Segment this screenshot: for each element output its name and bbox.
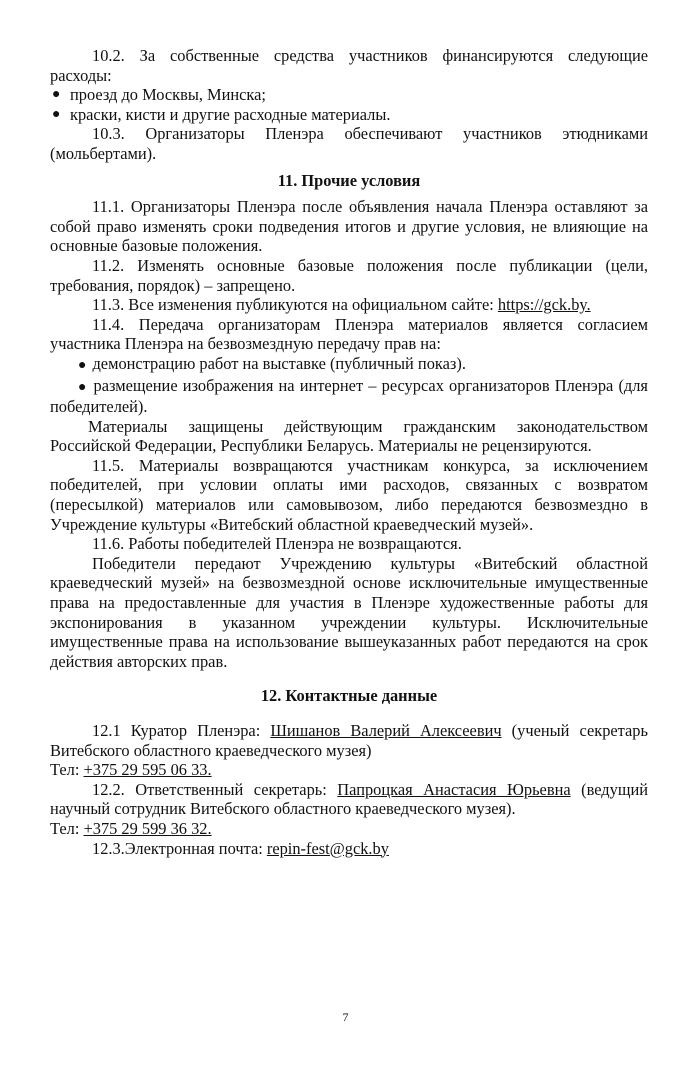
paragraph-winners: Победители передают Учреждению культуры «Витебский областной краеведческий музей» на безвозмездной основе исключительные имущественные права на предоставленные для участия в Пленэре художественные работы для экспонирования в указанном учреждении культуры. Исключительные имущественные права на использование вышеуказанных работ передаются на срок действия авторских прав.	[50, 553, 648, 671]
curator-name: Шишанов Валерий Алексеевич	[270, 721, 502, 740]
email-link[interactable]: repin-fest@gck.by	[266, 838, 389, 858]
secretary-name: Папроцкая Анастасия Юрьевна	[337, 779, 571, 799]
bullet-item: ● демонстрацию работ на выставке (публичный показ).	[78, 353, 466, 373]
bullet-item: ● размещение изображения на интернет – ресурсах организаторов Пленэра (для победителей).	[50, 375, 648, 417]
section-title-11: 11. Прочие условия	[277, 170, 421, 190]
contact-email: 12.3.Электронная почта: repin-fest@gck.by	[92, 838, 389, 858]
secretary-phone-link[interactable]: +375 29 599 36 32.	[83, 818, 212, 838]
paragraph-11-2: 11.2. Изменять основные базовые положения после публикации (цели, требования, порядок) – запрещено.	[50, 255, 648, 295]
secretary-phone-line: Тел: +375 29 599 36 32.	[50, 818, 212, 838]
page-number: 7	[342, 1010, 349, 1024]
paragraph-materials: Материалы защищены действующим гражданским законодательством Российской Федерации, Республики Беларусь. Материалы не рецензируются.	[50, 416, 648, 456]
paragraph-10-3: 10.3. Организаторы Пленэра обеспечивают участников этюдниками (мольбертами).	[50, 124, 648, 163]
contact-curator: 12.1 Куратор Пленэра: Шишанов Валерий Алексеевич (ученый секретарь Витебского областного краеведческого музея)	[50, 721, 648, 760]
paragraph-11-4: 11.4. Передача организаторам Пленэра материалов является согласием участника Пленэра на безвозмездную передачу прав на:	[50, 314, 648, 354]
curator-phone-link[interactable]: +375 29 595 06 33.	[83, 760, 212, 780]
bullet-item: ● краски, кисти и другие расходные материалы.	[52, 104, 391, 124]
document-body	[50, 46, 648, 858]
paragraph-11-3: 11.3. Все изменения публикуются на официальном сайте: https://gck.by.	[92, 295, 591, 315]
paragraph-11-1: 11.1. Организаторы Пленэра после объявления начала Пленэра оставляют за собой право изменять сроки подведения итогов и другие условия, не влияющие на основные базовые положения.	[50, 197, 648, 256]
bullet-icon: ●	[78, 357, 87, 373]
curator-phone-line: Тел: +375 29 595 06 33.	[50, 760, 212, 780]
paragraph-11-6: 11.6. Работы победителей Пленэра не возвращаются.	[92, 534, 462, 554]
bullet-item: ● проезд до Москвы, Минска;	[52, 85, 266, 105]
bullet-icon: ●	[78, 379, 88, 395]
contact-secretary: 12.2. Ответственный секретарь: Папроцкая Анастасия Юрьевна (ведущий научный сотрудник Витебского областного краеведческого музея).	[50, 779, 648, 819]
bullet-icon: ●	[52, 87, 61, 103]
website-link[interactable]: https://gck.by.	[497, 295, 591, 315]
paragraph-10-2: 10.2. За собственные средства участников финансируются следующие расходы:	[50, 46, 648, 85]
bullet-icon: ●	[52, 106, 61, 122]
section-title-12: 12. Контактные данные	[260, 686, 438, 706]
paragraph-11-5: 11.5. Материалы возвращаются участникам конкурса, за исключением победителей, при условии оплаты ими расходов, связанных с возвратом (пересылкой) материалов или самовывозом, либо передаются безвозмездно в Учреждение культуры «Витебский областной краеведческий музей».	[50, 455, 648, 534]
